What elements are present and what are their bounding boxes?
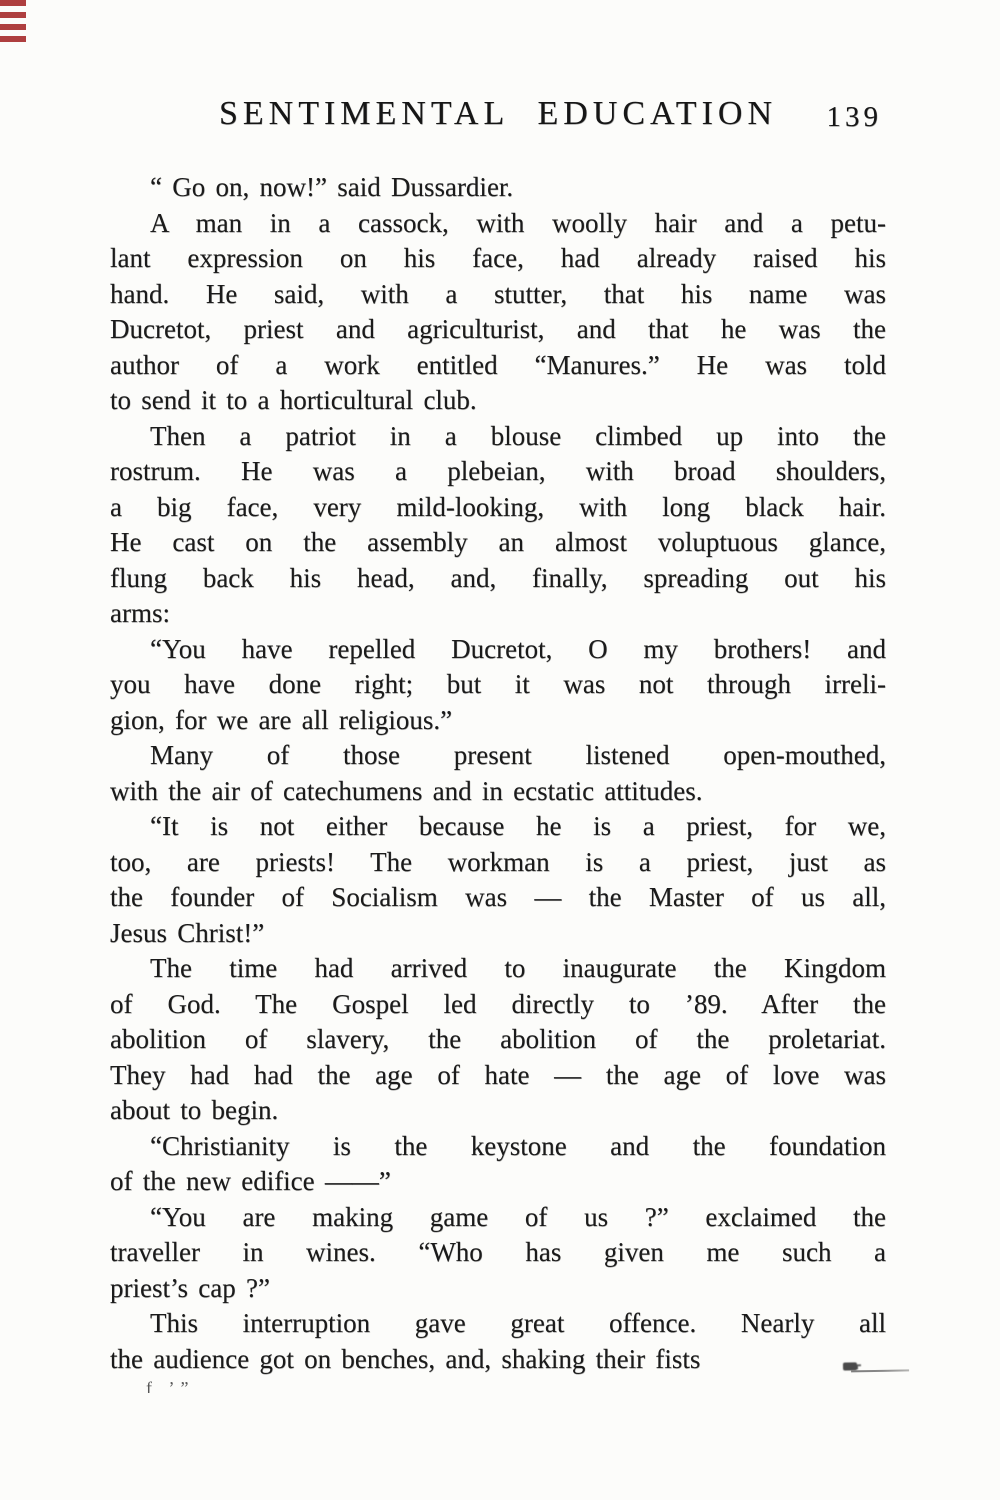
page-header-title: SENTIMENTAL EDUCATION: [218, 95, 778, 132]
text-line: rostrum. He was a plebeian, with broad shoulders,: [110, 456, 886, 486]
paragraph: [110, 1306, 886, 1377]
paragraph: [110, 951, 886, 1129]
text-line: arms:: [110, 598, 170, 628]
text-line: The time had arrived to inaugurate the Kingdom: [150, 953, 886, 983]
text-line: about to begin.: [110, 1095, 279, 1125]
text-line: “It is not either because he is a priest, for we,: [150, 811, 886, 841]
text-line: of God. The Gospel led directly to ’89. After the: [110, 988, 886, 1019]
paragraph: [110, 632, 886, 739]
text-line: traveller in wines. “Who has given me such a: [110, 1237, 886, 1267]
text-line: Many of those present listened open-mouthed,: [150, 740, 886, 770]
text-line: Jesus Christ!”: [110, 917, 265, 948]
paragraph: [110, 809, 886, 951]
text-line: priest’s cap ?”: [110, 1272, 270, 1303]
text-line: “Christianity is the keystone and the foundation: [150, 1130, 886, 1161]
text-line: the audience got on benches, and, shaking their fists: [110, 1343, 701, 1374]
text-line: “You have repelled Ducretot, O my brothers! and: [150, 633, 886, 664]
text-line: abolition of slavery, the abolition of the proletariat.: [110, 1024, 886, 1054]
text-line: This interruption gave great offence. Nearly all: [150, 1308, 886, 1338]
paragraph: [110, 1129, 886, 1200]
text-line: He cast on the assembly an almost voluptuous glance,: [110, 527, 886, 557]
paragraph: [110, 170, 886, 206]
paragraph: [110, 206, 886, 419]
text-line: with the air of catechumens and in ecstatic attitudes.: [110, 775, 703, 806]
page-number: 139: [826, 101, 882, 133]
page-body: [110, 170, 886, 1377]
text-line: of the new edifice ——”: [110, 1166, 391, 1196]
cutoff-line-fragment: f ’”: [146, 1378, 195, 1393]
running-head: [110, 95, 886, 141]
text-line: lant expression on his face, had already raised his: [110, 243, 886, 273]
scan-artifact-red-stripes: [0, 0, 26, 46]
text-line: They had had the age of hate — the age of love was: [110, 1059, 886, 1090]
text-line: flung back his head, and, finally, spreading out his: [110, 562, 886, 593]
text-line: a big face, very mild-looking, with long black hair.: [110, 491, 886, 522]
text-line: author of a work entitled “Manures.” He was told: [110, 349, 886, 380]
text-line: hand. He said, with a stutter, that his name was: [110, 278, 886, 309]
text-line: Ducretot, priest and agriculturist, and that he was the: [110, 314, 886, 344]
text-line: too, are priests! The workman is a priest, just as: [110, 846, 886, 877]
paragraph: [110, 1200, 886, 1307]
text-line: to send it to a horticultural club.: [110, 385, 477, 415]
text-line: gion, for we are all religious.”: [110, 704, 453, 735]
scan-smudge-mark: [843, 1359, 909, 1372]
text-line: “You are making game of us ?” exclaimed the: [150, 1201, 886, 1232]
paragraph: [110, 419, 886, 632]
text-line: A man in a cassock, with woolly hair and a petu-: [150, 207, 886, 238]
text-line: “ Go on, now!” said Dussardier.: [150, 172, 514, 202]
text-line: you have done right; but it was not through irreli-: [110, 669, 886, 699]
paragraph: [110, 738, 886, 809]
text-line: the founder of Socialism was — the Master of us all,: [110, 882, 886, 912]
text-line: Then a patriot in a blouse climbed up into the: [150, 420, 886, 451]
